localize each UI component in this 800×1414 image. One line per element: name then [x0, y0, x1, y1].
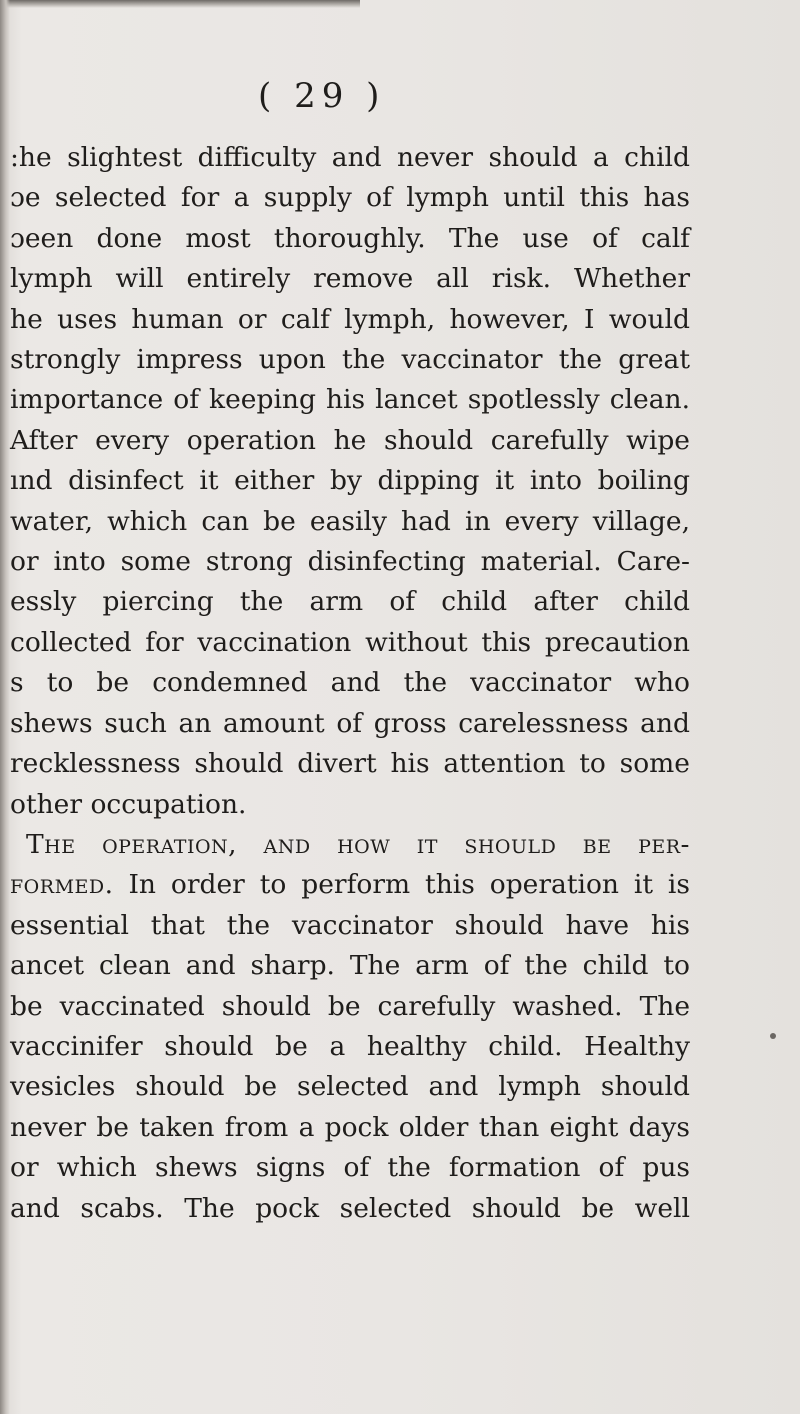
- text-line: essly piercing the arm of child after child: [10, 586, 690, 618]
- text-line: importance of keeping his lancet spotlessly clean.: [10, 384, 690, 416]
- text-line: :he slightest difficulty and never should a child: [10, 142, 690, 173]
- page-number: ( 29 ): [258, 76, 386, 116]
- text-line: or into some strong disinfecting material. Care-: [10, 546, 690, 578]
- text-line: be vaccinated should be carefully washed. The: [10, 990, 690, 1022]
- text-line: recklessness should divert his attention to some: [10, 748, 690, 780]
- body-text: [10, 138, 790, 1229]
- text-line: ɔeen done most thoroughly. The use of calf: [10, 222, 690, 254]
- text-line: ınd disinfect it either by dipping it into boiling: [10, 465, 690, 497]
- text-line: never be taken from a pock older than eight days: [10, 1111, 690, 1143]
- section-first-sentence: In order to perform this operation it is: [113, 869, 690, 901]
- text-line: After every operation he should carefully wipe: [10, 424, 690, 456]
- section-heading: The operation, and how it should be per-: [26, 828, 690, 860]
- text-line: lymph will entirely remove all risk. Whether: [10, 263, 690, 295]
- text-line: he uses human or calf lymph, however, I would: [10, 303, 690, 335]
- text-line: water, which can be easily had in every village,: [10, 505, 690, 537]
- text-line: vesicles should be selected and lymph should: [10, 1071, 690, 1103]
- page-spine-shadow: [0, 0, 10, 1414]
- text-line: essential that the vaccinator should have his: [10, 909, 690, 941]
- text-line: vaccinifer should be a healthy child. Healthy: [10, 1030, 690, 1062]
- ink-speck: [770, 1033, 776, 1039]
- text-line: strongly impress upon the vaccinator the great: [10, 344, 690, 376]
- text-line: and scabs. The pock selected should be well: [10, 1192, 690, 1224]
- text-line: ɔe selected for a supply of lymph until this has: [10, 182, 690, 214]
- text-line: shews such an amount of gross carelessness and: [10, 707, 690, 739]
- section-heading-end: formed.: [10, 869, 114, 901]
- text-line: ancet clean and sharp. The arm of the child to: [10, 950, 690, 982]
- text-line: or which shews signs of the formation of pus: [10, 1152, 690, 1184]
- section-heading-continuation: [10, 865, 690, 905]
- page-top-edge-shadow: [0, 0, 360, 8]
- text-line: other occupation.: [10, 788, 247, 820]
- text-line: s to be condemned and the vaccinator who: [10, 667, 690, 699]
- text-line: collected for vaccination without this precaution: [10, 626, 690, 658]
